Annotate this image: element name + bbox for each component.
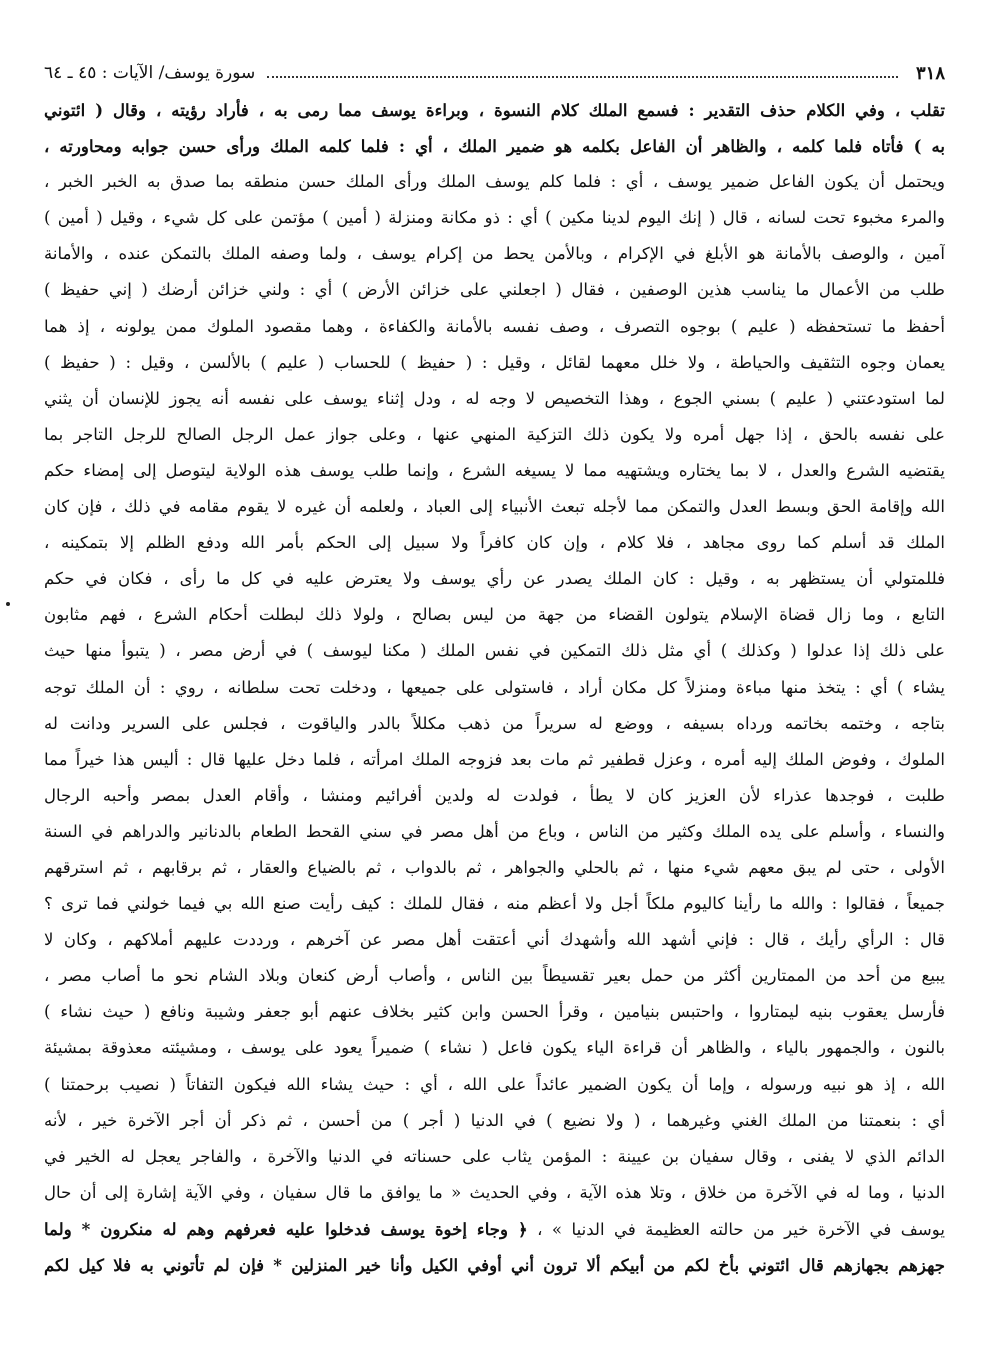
margin-dot xyxy=(6,602,10,606)
page-header xyxy=(44,58,945,88)
text-line: والمرء مخبوء تحت لسانه ، قال ( إنك اليوم لدينا مكين ) أي : ذو مكانة ومنزلة ( أمين ) مؤتمن على كل شيء ، وقيل ( أمين ) xyxy=(44,208,945,228)
text-line: الدائم الذي لا يفنى ، وقال سفيان بن عيينة : المؤمن يثاب على حسناته في الدنيا والآخرة ، والفاجر يعجل له الخير في xyxy=(44,1146,945,1166)
text-line: قال : الرأي رأيك ، قال : فإني أشهد الله وأشهدك أني أعتقت أهل مصر عن آخرهم ، ورددت عليهم أملاكهم ، وكان لا xyxy=(44,930,945,950)
text-line: والنساء ، وأسلم على يده الملك وكثير من الناس ، وباع من أهل مصر في سني القحط الطعام بالدنانير والدراهم في السنة xyxy=(44,821,945,841)
text-line: فللمتولي أن يستظهر به ، وقيل : كان الملك يصدر عن رأي يوسف ولا يعترض عليه في كل ما رأى ، فكان في حكم xyxy=(44,569,945,589)
text-line: على ذلك إذا عدلوا ( وكذلك ) أي مثل ذلك التمكين في نفس الملك ( مكنا ليوسف ) في أرض مصر ، ( يتبوأ منها حيث xyxy=(44,641,945,661)
text-line: به ) فأتاه فلما كلمه ، والظاهر أن الفاعل بكلمه هو ضمير الملك ، أي : فلما كلمه الملك ورأى حسن جوابه ومحاورته ، xyxy=(44,136,945,157)
text-line: آمين ، والوصف بالأمانة هو الأبلغ في الإكرام ، وبالأمن يحط من إكرام يوسف ، ولما وصفه الملك بالتمكن عنده ، والأمانة xyxy=(44,244,945,264)
text-line: ويحتمل أن يكون الفاعل ضمير يوسف ، أي : فلما كلم يوسف الملك ورأى الملك حسن منطقه بما صدق به الخبر الخبر ، xyxy=(44,172,945,192)
surah-title: سورة يوسف/ الآيات : ٤٥ ـ ٦٤ xyxy=(44,63,256,83)
text-line: الله ، إذ هو نبيه ورسوله ، وإما أن يكون الضمير عائداً على الله ، أي : حيث يشاء الله فيكون التفاتاً ( نصيب برحمتنا ) xyxy=(44,1074,945,1094)
text-line: الأولى ، حتى لم يبق معهم شيء منها ، ثم بالحلي والجواهر ، ثم بالدواب ، ثم بالضياع والعقار ، ثم برقابهم ، ثم استرقهم xyxy=(44,857,945,877)
text-line: طلبت ، فوجدها عذراء لأن العزيز كان لا يطأ ، فولدت له ولدين أفرائيم ومنشا ، وأقام العدل بمصر وأحبه الرجال xyxy=(44,785,945,805)
text-line: أحفظ ما تستحفظه ( عليم ) بوجوه التصرف ، وصف نفسه بالأمانة والكفاءة ، وهما مقصود الملوك ممن يولونه ، إذ هما xyxy=(44,316,945,336)
body-text xyxy=(44,92,945,1283)
text-line: الملوك ، وفوض الملك إليه أمره ، وعزل قطفير ثم مات بعد فزوجه الملك امرأته ، فلما دخل عليها قال : أليس هذا خيراً مما xyxy=(44,749,945,769)
text-line: طلب من الأعمال ما يناسب هذين الوصفين ، فقال ( اجعلني على خزائن الأرض ) أي : ولني خزائن أرضك ( إني حفيظ ) xyxy=(44,280,945,300)
text-line: الملك قد أسلم كما روى مجاهد ، فلا كلام ، وإن كان كافراً ولا سبيل إلى الحكم بأمر الله ودفع الظلم إلا بتمكينه ، xyxy=(44,533,945,553)
text-line: لما استودعتني ( عليم ) بسني الجوع ، وهذا التخصيص لا وجه له ، ودل إثناء يوسف على نفسه أنه يجوز للإنسان أن يثني xyxy=(44,388,945,408)
text-line-quran: ﴿ وجاء إخوة يوسف فدخلوا عليه فعرفهم وهم له منكرون * ولما xyxy=(44,1218,528,1239)
text-line: جهزهم بجهازهم قال ائتوني بأخ لكم من أبيكم ألا ترون أني أوفي الكيل وأنا خير المنزلين * فإن لم تأتوني به فلا كيل لكم xyxy=(44,1255,945,1275)
text-line: فأرسل يعقوب بنيه ليمتاروا ، واحتبس بنيامين ، وقرأ الحسن وابن كثير بخلاف عنهم أبو جعفر وشيبة ونافع ( حيث نشاء ) xyxy=(44,1002,945,1022)
text-line: يشاء ) أي : يتخذ منها مباءة ومنزلاً كل مكان أراد ، فاستولى على جميعها ، ودخلت تحت سلطانه ، روي : أن الملك توجه xyxy=(44,677,945,697)
text-line: التابع ، وما زال قضاة الإسلام يتولون القضاء من جهة من ليس بصالح ، ولولا ذلك لبطلت أحكام الشرع ، فهم مثابون xyxy=(44,605,945,625)
text-line: على نفسه بالحق ، إذا جهل أمره ولا يكون ذلك التزكية المنهي عنها ، وعلى جواز عمل الرجل الصالح للرجل التاجر بما xyxy=(44,424,945,444)
text-line: بالنون ، والجمهور بالياء ، والظاهر أن قراءة الياء يكون فاعل ( نشاء ) ضميراً يعود على يوسف ، ومشيئته معذوقة بمشيئة xyxy=(44,1038,945,1058)
text-line: يبيع من أحد من الممتارين أكثر من حمل بعير تقسيطاً بين الناس ، وأصاب أرض كنعان وبلاد الشام نحو ما أصاب مصر ، xyxy=(44,966,945,986)
text-line: يقتضيه الشرع والعدل ، لا بما يختاره ويشتهيه مما لا يسيغه الشرع ، وإنما طلب يوسف هذه الولاية ليتوصل إلى إمضاء حكم xyxy=(44,460,945,480)
text-line: جميعاً ، فقالوا : والله ما رأينا كاليوم ملكاً أجل ولا أعظم منه ، فقال للملك : كيف رأيت صنع الله بي فيما خولني فما ترى ؟ xyxy=(44,894,945,914)
text-line-plain: يوسف في الآخرة خير من حالته العظيمة في الدنيا » ، xyxy=(527,1219,945,1239)
text-line: الدنيا ، وما له في الآخرة من خلاق ، وتلا هذه الآية ، وفي الحديث « ما يوافق ما قال سفيان ، وفي الآية إشارة إلى أن حال xyxy=(44,1182,945,1202)
header-dotted-leader xyxy=(267,76,898,78)
text-line: يعمان وجوه التثقيف والحياطة ، ولا خلل معهما لقائل ، وقيل : ( حفيظ ) للحساب ( عليم ) بالألسن ، وقيل : ( حفيظ ) xyxy=(44,352,945,372)
text-line: تقلب ، وفي الكلام حذف التقدير : فسمع الملك كلام النسوة ، وبراءة يوسف مما رمى به ، فأراد رؤيته ، وقال ( ائتوني xyxy=(44,100,945,120)
text-line: أي : بنعمتنا من الملك الغني وغيرهما ، ( ولا نضيع ) في الدنيا ( أجر ) من أحسن ، ثم ذكر أن أجر الآخرة خير ، لأنه xyxy=(44,1110,945,1130)
text-line xyxy=(44,1211,945,1247)
text-line: بتاجه ، وختمه بخاتمه ورداه بسيفه ، ووضع له سريراً من ذهب مكللاً بالدر والياقوت ، فجلس على السرير ودانت له xyxy=(44,713,945,733)
text-line: الله وإقامة الحق وبسط العدل والتمكن مما لأجله تبعث الأنبياء إلى العباد ، ولعلمه أن غيره لا يقوم مقامه في ذلك ، فإن كان xyxy=(44,497,945,517)
page-number: ٣١٨ xyxy=(915,62,945,84)
